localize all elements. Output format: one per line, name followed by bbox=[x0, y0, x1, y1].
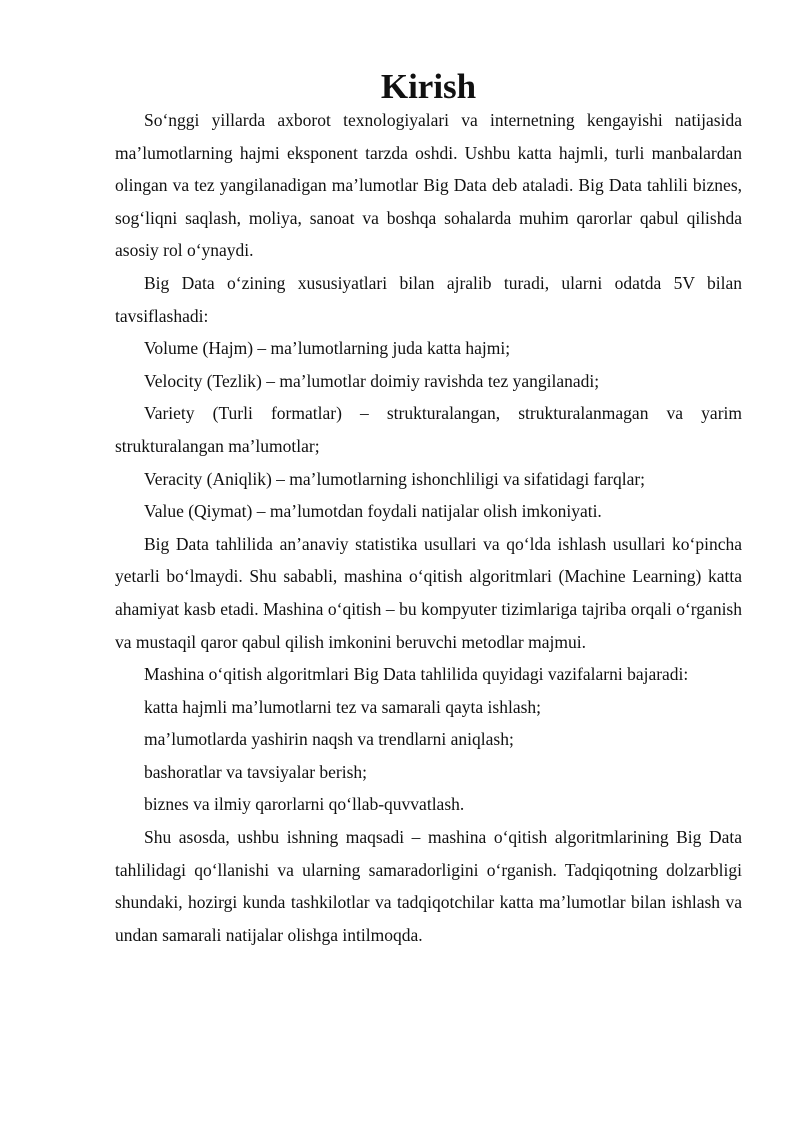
paragraph-machine-learning: Big Data tahlilida an’anaviy statistika usullari va qo‘lda ishlash usullari ko‘pincha yetarli bo‘lmaydi. Shu sababli, mashina o‘qitish algoritmlari (Machine Learning) katta ahamiyat kasb etadi. Mashina o‘qitish – bu kompyuter tizimlariga tajriba orqali o‘rganish va mustaqil qaror qabul qilish imkonini beruvchi metodlar majmui. bbox=[115, 533, 742, 652]
paragraph-5v-intro: Big Data o‘zining xususiyatlari bilan ajralib turadi, ularni odatda 5V bilan tavsiflashadi: bbox=[115, 272, 742, 326]
list-item-velocity: Velocity (Tezlik) – ma’lumotlar doimiy ravishda tez yangilanadi; bbox=[144, 370, 600, 391]
list-item-variety: Variety (Turli formatlar) – strukturalangan, strukturalanmagan va yarim strukturalangan ma’lumotlar; bbox=[115, 403, 742, 456]
paragraph-intro: So‘nggi yillarda axborot texnologiyalari va internetning kengayishi natijasida ma’lumotlarning hajmi eksponent tarzda oshdi. Ushbu katta hajmli, turli manbalardan olingan va tez yangilanadigan ma’lumotlar Big Data deb ataladi. Big Data tahlili biznes, sog‘liqni saqlash, moliya, sanoat va boshqa sohalarda muhim qarorlar qabul qilishda asosiy rol o‘ynaydi. bbox=[115, 110, 742, 261]
paragraph-tasks-intro: Mashina o‘qitish algoritmlari Big Data tahlilida quyidagi vazifalarni bajaradi: bbox=[144, 664, 689, 685]
list-item-volume: Volume (Hajm) – ma’lumotlarning juda katta hajmi; bbox=[144, 338, 511, 359]
list-item-task-2: ma’lumotlarda yashirin naqsh va trendlarni aniqlash; bbox=[144, 729, 514, 750]
paragraph-goal: Shu asosda, ushbu ishning maqsadi – mashina o‘qitish algoritmlarining Big Data tahlilidagi qo‘llanishi va ularning samaradorligini o‘rganish. Tadqiqotning dolzarbligi shundaki, hozirgi kunda tashkilotlar va tadqiqotchilar katta ma’lumotlar bilan ishlash va undan samarali natijalar olishga intilmoqda. bbox=[115, 827, 742, 945]
list-item-task-3: bashoratlar va tavsiyalar berish; bbox=[144, 761, 368, 782]
section-title: Kirish bbox=[380, 67, 477, 106]
list-item-task-4: biznes va ilmiy qarorlarni qo‘llab-quvvatlash. bbox=[144, 794, 465, 815]
list-item-veracity: Veracity (Aniqlik) – ma’lumotlarning ishonchliligi va sifatidagi farqlar; bbox=[144, 468, 646, 489]
list-item-task-1: katta hajmli ma’lumotlarni tez va samarali qayta ishlash; bbox=[144, 696, 542, 717]
document-body bbox=[115, 67, 742, 951]
list-item-value: Value (Qiymat) – ma’lumotdan foydali natijalar olish imkoniyati. bbox=[144, 501, 602, 522]
